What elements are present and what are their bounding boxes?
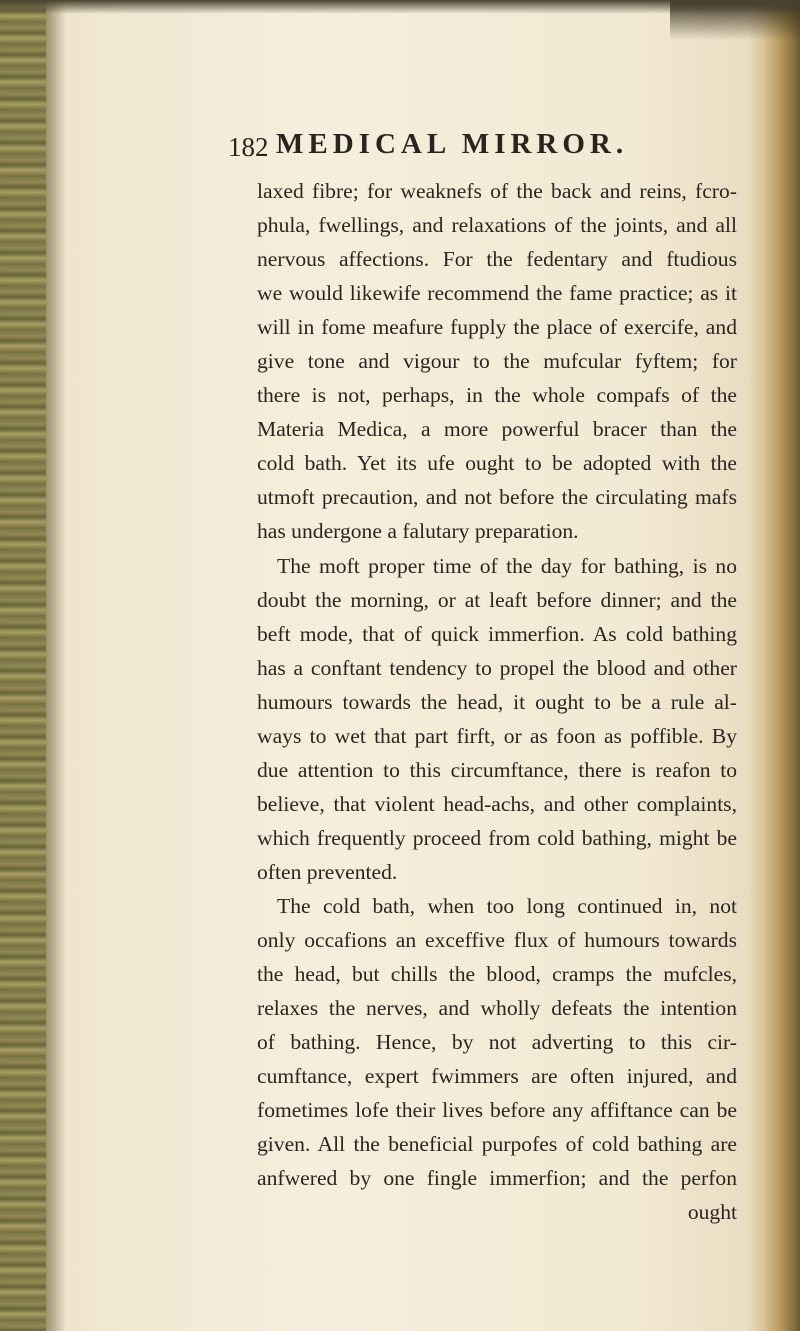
gutter-shadow <box>46 0 66 1331</box>
text-line: give tone and vigour to the mufcular fyftem; for <box>257 349 737 374</box>
page-header <box>228 128 748 168</box>
text-line: will in fome meafure fupply the place of exercife, and <box>257 315 737 340</box>
text-line: doubt the morning, or at leaft before dinner; and the <box>257 587 737 612</box>
text-line: cold bath. Yet its ufe ought to be adopted with the <box>257 451 737 476</box>
text-line: has a conftant tendency to propel the blood and other <box>257 655 737 680</box>
text-line: nervous affections. For the fedentary and ftudious <box>257 247 737 272</box>
text-line: there is not, perhaps, in the whole compafs of the <box>257 383 737 408</box>
text-line: The cold bath, when too long continued in, not <box>277 893 737 918</box>
text-line: anfwered by one fingle immerfion; and the perfon <box>257 1166 737 1191</box>
text-line: which frequently proceed from cold bathing, might be <box>257 825 737 850</box>
text-line: utmoft precaution, and not before the circulating mafs <box>257 485 737 510</box>
text-line: cumftance, expert fwimmers are often injured, and <box>257 1064 737 1089</box>
text-line: the head, but chills the blood, cramps the mufcles, <box>257 962 737 987</box>
text-line: laxed fibre; for weaknefs of the back and reins, fcro- <box>257 179 737 203</box>
top-shadow <box>0 0 800 14</box>
text-line: only occafions an exceffive flux of humours towards <box>257 928 737 953</box>
text-line: Materia Medica, a more powerful bracer than the <box>257 417 737 442</box>
book-spine-edge <box>0 0 46 1331</box>
page-fore-edge <box>748 0 800 1331</box>
text-line: The moft proper time of the day for bathing, is no <box>277 553 737 578</box>
text-line: often prevented. <box>257 859 398 884</box>
page-number: 182 <box>228 132 269 162</box>
text-line: has undergone a falutary preparation. <box>257 519 579 544</box>
text-line: beft mode, that of quick immerfion. As cold bathing <box>257 621 737 646</box>
text-line: ways to wet that part firft, or as foon as poffible. By <box>257 723 737 748</box>
text-line: believe, that violent head-achs, and other complaints, <box>257 791 737 816</box>
text-line: fometimes lofe their lives before any affiftance can be <box>257 1098 737 1123</box>
text-line: given. All the beneficial purpofes of cold bathing are <box>257 1132 737 1157</box>
text-line: phula, fwellings, and relaxations of the joints, and all <box>257 213 737 238</box>
text-line: we would likewife recommend the fame practice; as it <box>257 281 737 306</box>
text-line: of bathing. Hence, by not adverting to this cir- <box>257 1030 737 1055</box>
catchword: ought <box>687 1200 737 1225</box>
text-line: due attention to this circumftance, there is reafon to <box>257 757 737 782</box>
running-title: MEDICAL MIRROR. <box>276 128 629 160</box>
body-text <box>257 174 737 1229</box>
text-line: humours towards the head, it ought to be a rule al- <box>257 689 737 714</box>
text-line: relaxes the nerves, and wholly defeats the intention <box>257 996 737 1021</box>
